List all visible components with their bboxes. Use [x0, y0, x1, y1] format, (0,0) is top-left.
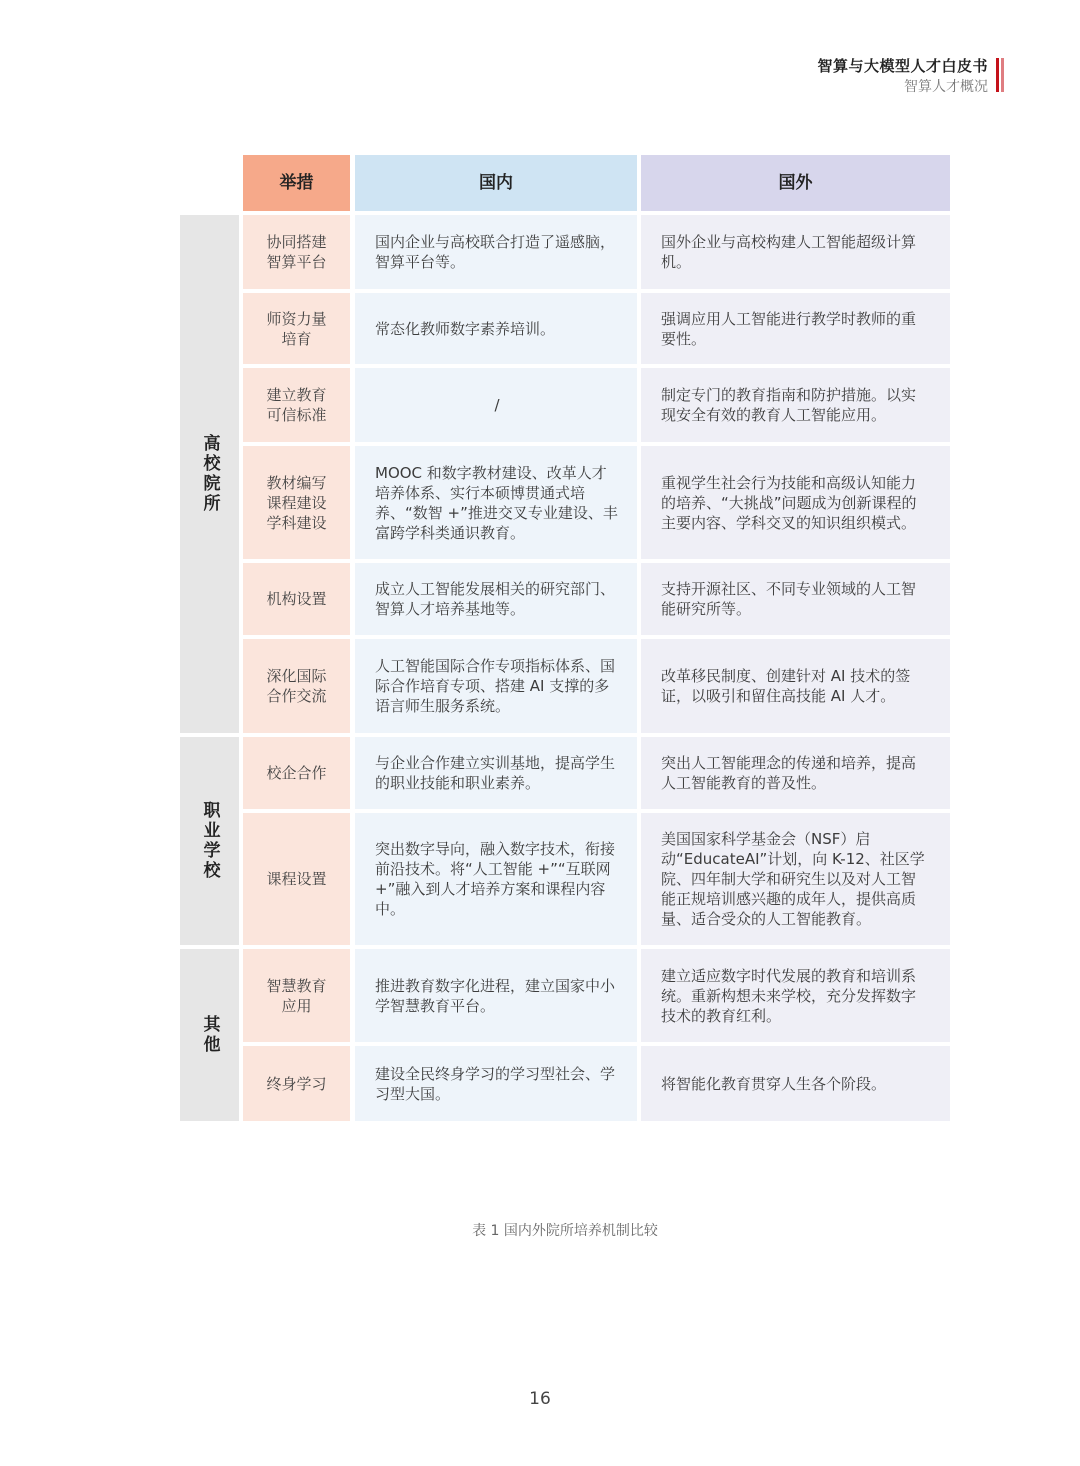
measure-cell: 建立教育 可信标准 [243, 368, 350, 442]
page-number: 16 [529, 1389, 551, 1409]
group-label: 其他 [199, 1015, 220, 1055]
domestic-cell: 突出数字导向，融入数字技术，衔接前沿技术。将“人工智能 +”“互联网 +”融入到人才培养方案和课程内容中。 [355, 813, 637, 945]
section-title: 智算人才概况 [904, 79, 988, 95]
group-cell-other [180, 949, 239, 1121]
group-cell-universities [180, 215, 239, 733]
foreign-cell: 改革移民制度、创建针对 AI 技术的签证，以吸引和留住高技能 AI 人才。 [641, 639, 950, 733]
column-header-foreign: 国外 [641, 155, 950, 211]
measure-cell: 教材编写 课程建设 学科建设 [243, 446, 350, 559]
foreign-cell: 重视学生社会行为技能和高级认知能力的培养、“大挑战”问题成为创新课程的主要内容、学科交叉的知识组织模式。 [641, 446, 950, 559]
group-label: 高校院所 [199, 434, 220, 514]
domestic-cell: 常态化教师数字素养培训。 [355, 293, 637, 364]
measure-cell: 智慧教育 应用 [243, 949, 350, 1042]
group-cell-vocational [180, 737, 239, 945]
measure-cell: 师资力量 培育 [243, 293, 350, 364]
domestic-cell: MOOC 和数字教材建设、改革人才培养体系、实行本硕博贯通式培养、“数智 +”推进交叉专业建设、丰富跨学科类通识教育。 [355, 446, 637, 559]
foreign-cell: 制定专门的教育指南和防护措施。以实现安全有效的教育人工智能应用。 [641, 368, 950, 442]
domestic-cell: 人工智能国际合作专项指标体系、国际合作培育专项、搭建 AI 支撑的多语言师生服务系统。 [355, 639, 637, 733]
measure-cell: 深化国际 合作交流 [243, 639, 350, 733]
group-label: 职业学校 [199, 801, 220, 881]
running-header [817, 56, 988, 97]
domestic-cell: 与企业合作建立实训基地，提高学生的职业技能和职业素养。 [355, 737, 637, 809]
foreign-cell: 突出人工智能理念的传递和培养，提高人工智能教育的普及性。 [641, 737, 950, 809]
foreign-cell: 国外企业与高校构建人工智能超级计算机。 [641, 215, 950, 289]
header-accent-bar [996, 58, 999, 92]
foreign-cell: 美国国家科学基金会（NSF）启动“EducateAI”计划，向 K-12、社区学院、四年制大学和研究生以及对人工智能正规培训感兴趣的成年人，提供高质量、适合受众的人工智能教育。 [641, 813, 950, 945]
table-caption: 表 1 国内外院所培养机制比较 [472, 1223, 658, 1239]
domestic-cell: 国内企业与高校联合打造了遥感脑，智算平台等。 [355, 215, 637, 289]
header-accent-bar-secondary [1001, 58, 1004, 92]
domestic-cell: 成立人工智能发展相关的研究部门、智算人才培养基地等。 [355, 563, 637, 635]
measure-cell: 课程设置 [243, 813, 350, 945]
column-header-measure: 举措 [243, 155, 350, 211]
measure-cell: 机构设置 [243, 563, 350, 635]
domestic-cell: 建设全民终身学习的学习型社会、学习型大国。 [355, 1046, 637, 1121]
column-header-domestic: 国内 [355, 155, 637, 211]
foreign-cell: 支持开源社区、不同专业领域的人工智能研究所等。 [641, 563, 950, 635]
measure-cell: 协同搭建 智算平台 [243, 215, 350, 289]
measure-cell: 校企合作 [243, 737, 350, 809]
foreign-cell: 强调应用人工智能进行教学时教师的重要性。 [641, 293, 950, 364]
document-title: 智算与大模型人才白皮书 [817, 57, 988, 75]
measure-cell: 终身学习 [243, 1046, 350, 1121]
domestic-cell: / [355, 368, 637, 442]
foreign-cell: 建立适应数字时代发展的教育和培训系统。重新构想未来学校，充分发挥数字技术的教育红利。 [641, 949, 950, 1042]
foreign-cell: 将智能化教育贯穿人生各个阶段。 [641, 1046, 950, 1121]
domestic-cell: 推进教育数字化进程，建立国家中小学智慧教育平台。 [355, 949, 637, 1042]
